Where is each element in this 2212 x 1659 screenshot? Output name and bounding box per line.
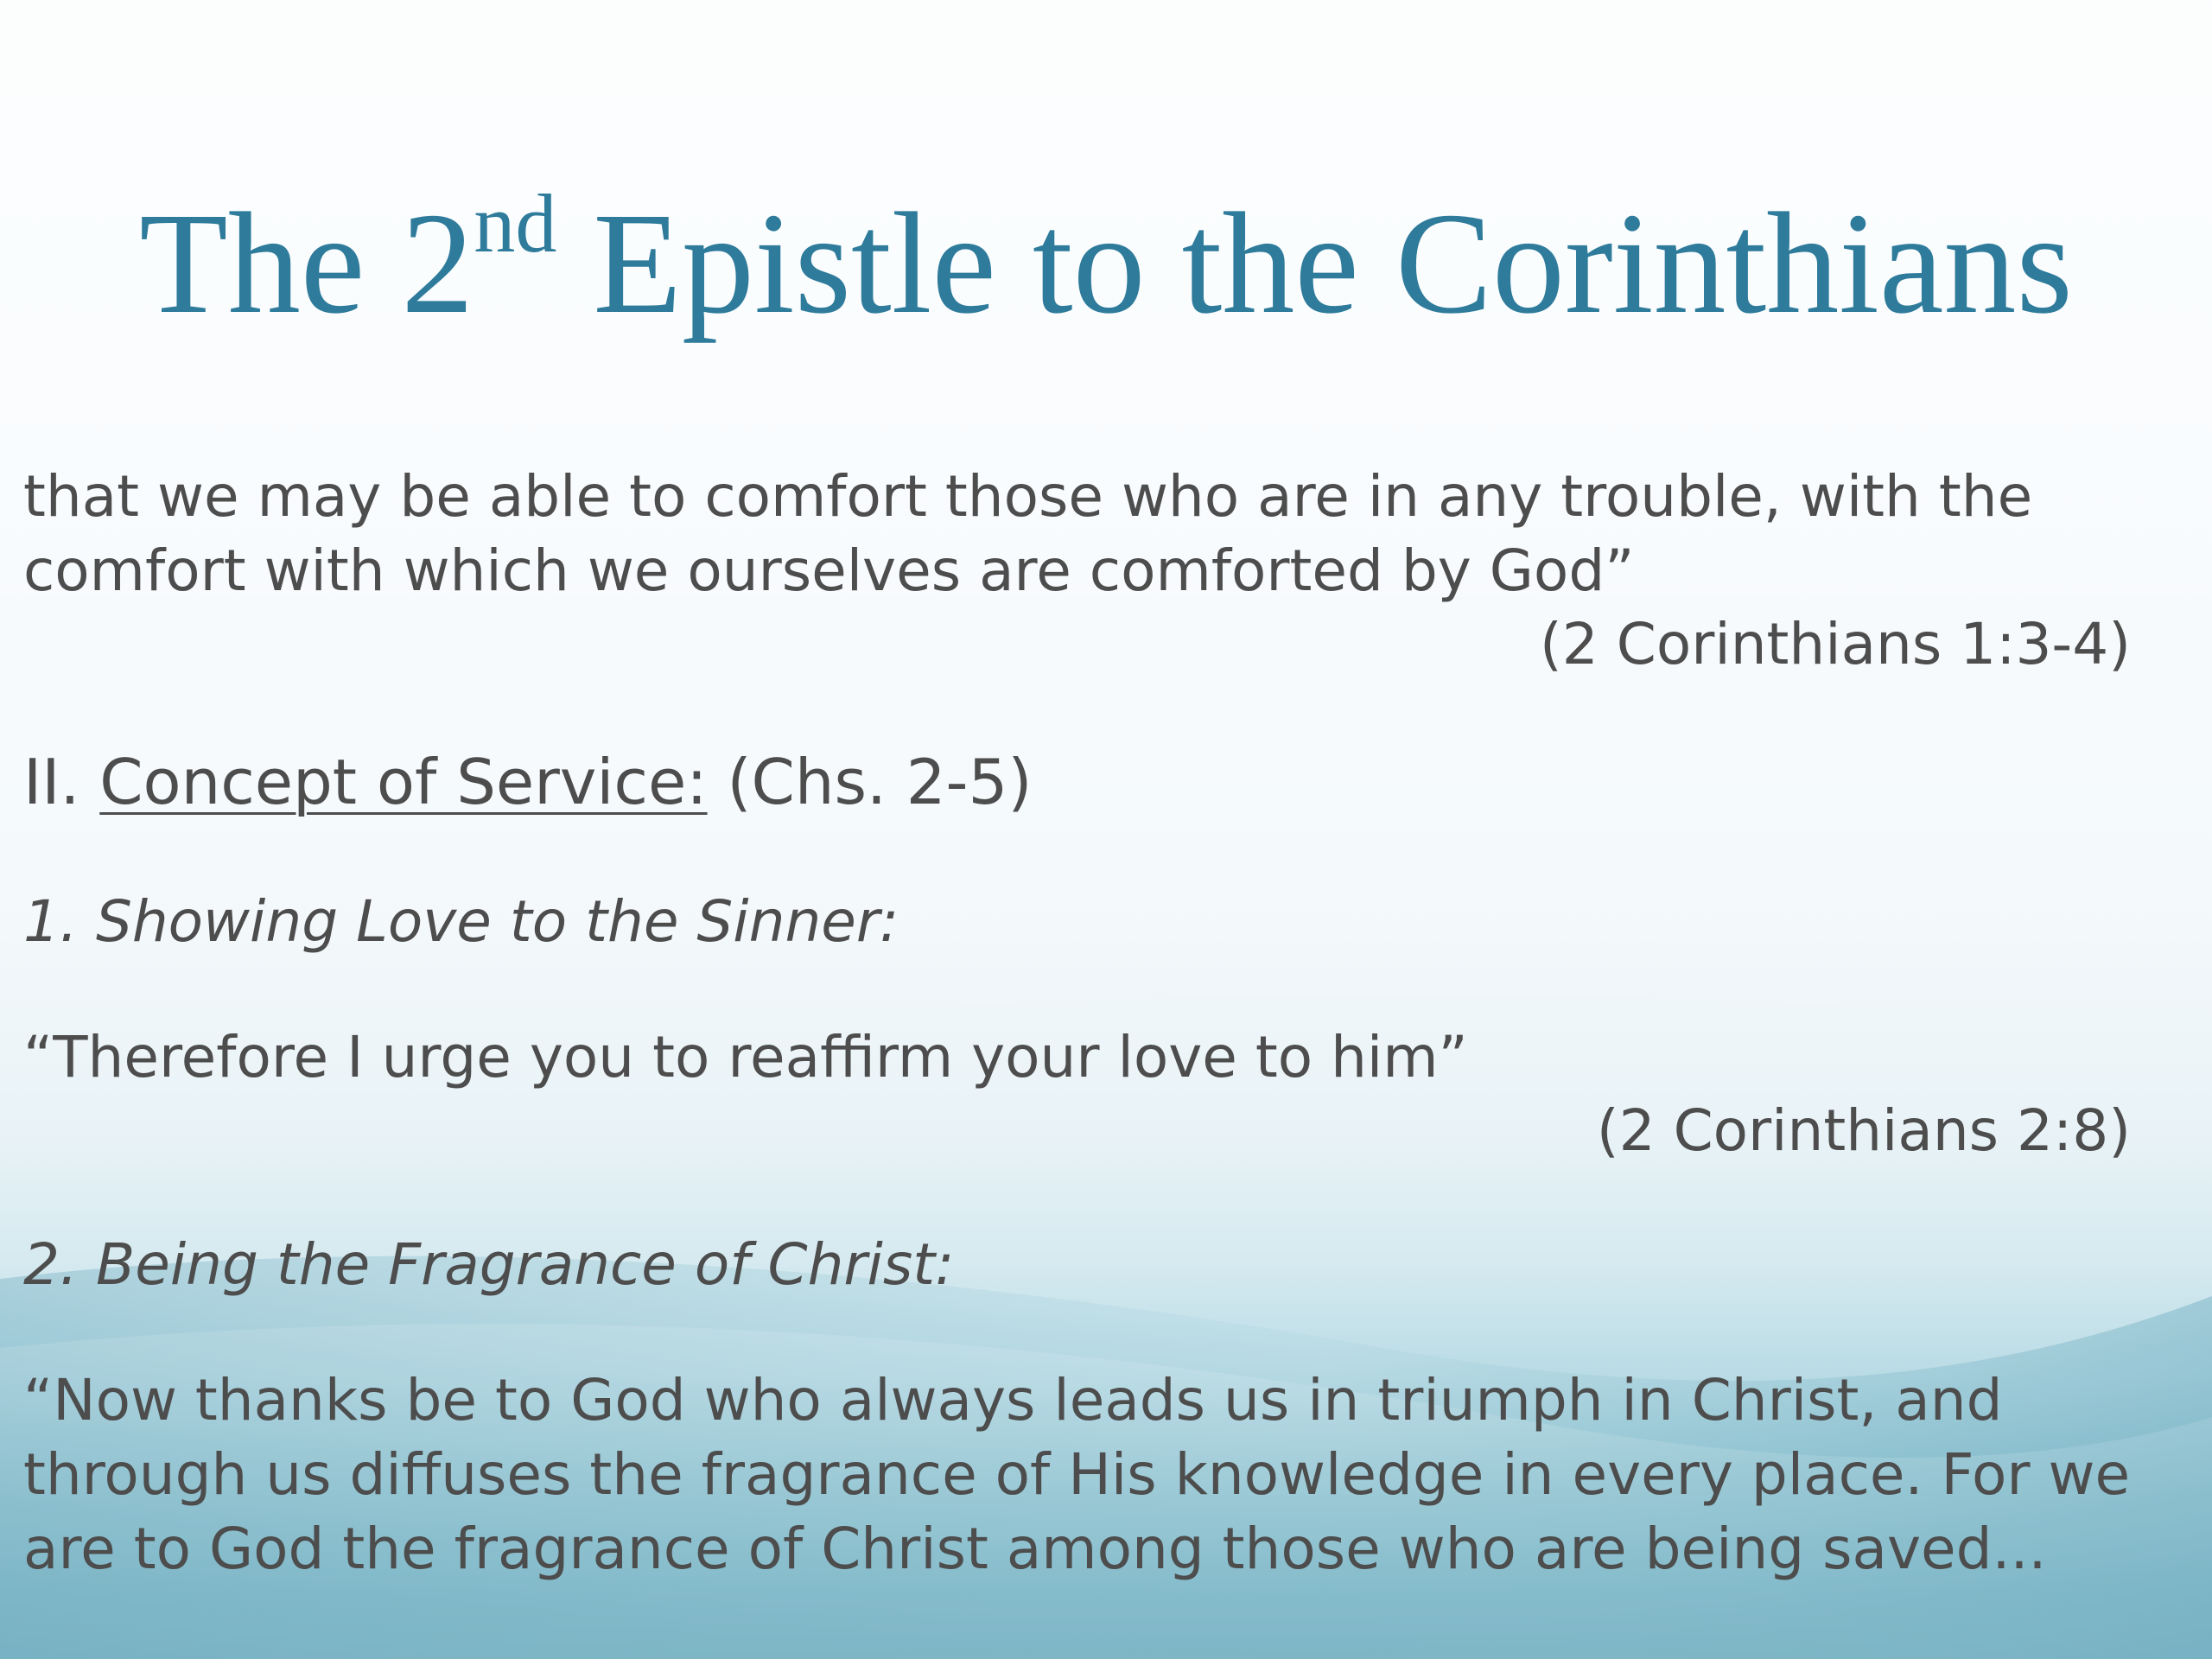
point2-quote-line1: “Now thanks be to God who always leads us in triumph in Christ, and bbox=[23, 1367, 2003, 1433]
quote1-line1: that we may be able to comfort those who are in any trouble, with the bbox=[23, 463, 2033, 530]
point2-quote-line2: through us diffuses the fragrance of His knowledge in every place. For we bbox=[23, 1441, 2131, 1508]
title-prefix: The 2 bbox=[139, 183, 474, 344]
point2-label: 2. Being the Fragrance of Christ: bbox=[23, 1231, 955, 1298]
title-suffix: Epistle to the Corinthians bbox=[556, 183, 2073, 344]
point1-reference: (2 Corinthians 2:8) bbox=[1596, 1097, 2131, 1164]
point2-quote-line3: are to God the fragrance of Christ among those who are being saved... bbox=[23, 1516, 2047, 1582]
quote1-line2: comfort with which we ourselves are comforted by God” bbox=[23, 537, 1635, 604]
quote1-reference: (2 Corinthians 1:3-4) bbox=[1540, 611, 2131, 677]
section-chapters: (Chs. 2-5) bbox=[707, 746, 1033, 818]
section-title: Concept of Service: bbox=[99, 746, 708, 818]
slide-title bbox=[0, 177, 2212, 350]
title-superscript: nd bbox=[474, 177, 557, 270]
section-numeral: II. bbox=[23, 746, 100, 818]
point1-quote: “Therefore I urge you to reaffirm your love to him” bbox=[23, 1024, 1468, 1090]
point1-label: 1. Showing Love to the Sinner: bbox=[23, 888, 899, 955]
section-heading bbox=[23, 745, 1032, 819]
